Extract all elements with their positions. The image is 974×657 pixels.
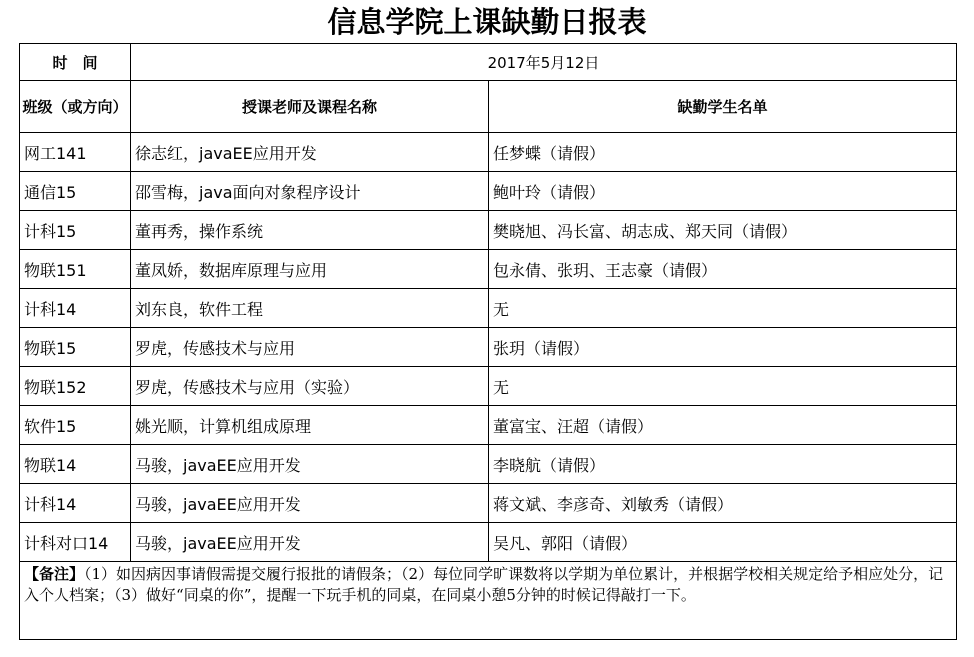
cell-class: 物联14 xyxy=(20,445,131,484)
cell-absent: 鲍叶玲（请假） xyxy=(489,172,957,211)
note-row xyxy=(20,562,957,640)
table-row xyxy=(20,445,957,484)
cell-absent: 蒋文斌、李彦奇、刘敏秀（请假） xyxy=(489,484,957,523)
cell-teacher-course: 罗虎，传感技术与应用 xyxy=(131,328,489,367)
table-row xyxy=(20,484,957,523)
note-label: 【备注】 xyxy=(24,565,85,583)
page-title: 信息学院上课缺勤日报表 xyxy=(327,5,647,39)
cell-absent: 包永倩、张玥、王志豪（请假） xyxy=(489,250,957,289)
date-row xyxy=(20,44,957,81)
table-row xyxy=(20,328,957,367)
cell-class: 计科15 xyxy=(20,211,131,250)
table-row xyxy=(20,250,957,289)
note-cell xyxy=(20,562,957,640)
cell-teacher-course: 马骏，javaEE应用开发 xyxy=(131,523,489,562)
cell-absent: 无 xyxy=(489,289,957,328)
cell-class: 通信15 xyxy=(20,172,131,211)
cell-teacher-course: 邵雪梅，java面向对象程序设计 xyxy=(131,172,489,211)
table-row xyxy=(20,367,957,406)
table-row xyxy=(20,211,957,250)
cell-class: 计科14 xyxy=(20,289,131,328)
cell-class: 软件15 xyxy=(20,406,131,445)
cell-teacher-course: 刘东良，软件工程 xyxy=(131,289,489,328)
cell-teacher-course: 马骏，javaEE应用开发 xyxy=(131,484,489,523)
header-absent: 缺勤学生名单 xyxy=(489,81,957,133)
cell-class: 物联15 xyxy=(20,328,131,367)
cell-teacher-course: 董再秀，操作系统 xyxy=(131,211,489,250)
header-class: 班级（或方向） xyxy=(20,81,131,133)
cell-teacher-course: 姚光顺，计算机组成原理 xyxy=(131,406,489,445)
table-row xyxy=(20,523,957,562)
table-row xyxy=(20,289,957,328)
cell-teacher-course: 罗虎，传感技术与应用（实验） xyxy=(131,367,489,406)
table-row xyxy=(20,406,957,445)
cell-class: 网工141 xyxy=(20,133,131,172)
note-text: （1）如因病因事请假需提交履行报批的请假条；（2）每位同学旷课数将以学期为单位累计，并根据学校相关规定给予相应处分，记入个人档案；（3）做好“同桌的你”，提醒一下玩手机的同桌，在同桌小憩5分钟的时候记得敲打一下。 xyxy=(24,565,944,604)
cell-absent: 樊晓旭、冯长富、胡志成、郑天同（请假） xyxy=(489,211,957,250)
date-label: 时 间 xyxy=(20,44,131,81)
table-row xyxy=(20,133,957,172)
header-teacher-course: 授课老师及课程名称 xyxy=(131,81,489,133)
cell-class: 计科14 xyxy=(20,484,131,523)
cell-absent: 张玥（请假） xyxy=(489,328,957,367)
cell-absent: 吴凡、郭阳（请假） xyxy=(489,523,957,562)
cell-teacher-course: 董凤娇，数据库原理与应用 xyxy=(131,250,489,289)
cell-absent: 任梦蝶（请假） xyxy=(489,133,957,172)
cell-absent: 无 xyxy=(489,367,957,406)
attendance-table xyxy=(19,43,957,640)
cell-class: 计科对口14 xyxy=(20,523,131,562)
cell-class: 物联152 xyxy=(20,367,131,406)
cell-absent: 董富宝、汪超（请假） xyxy=(489,406,957,445)
table-row xyxy=(20,172,957,211)
cell-teacher-course: 徐志红，javaEE应用开发 xyxy=(131,133,489,172)
cell-absent: 李晓航（请假） xyxy=(489,445,957,484)
date-value: 2017年5月12日 xyxy=(131,44,957,81)
cell-class: 物联151 xyxy=(20,250,131,289)
cell-teacher-course: 马骏，javaEE应用开发 xyxy=(131,445,489,484)
header-row xyxy=(20,81,957,133)
